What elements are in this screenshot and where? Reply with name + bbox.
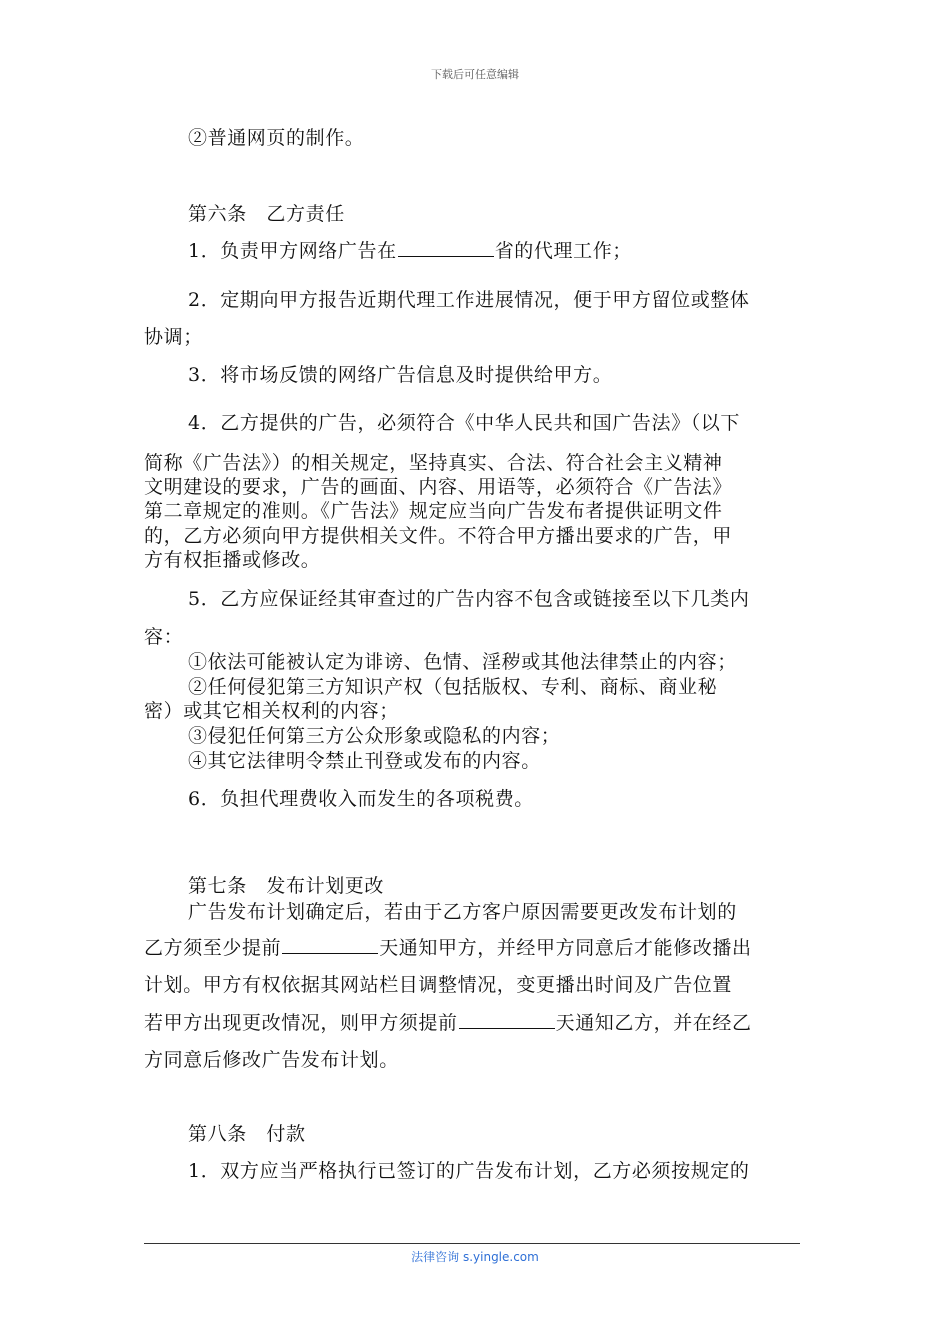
text-line <box>188 238 632 264</box>
fill-in-blank <box>282 935 378 954</box>
footer-divider <box>144 1243 800 1244</box>
text-segment: 若甲方出现更改情况，则甲方须提前 <box>144 1012 458 1034</box>
text-line: 容： <box>144 626 184 648</box>
text-line: ③侵犯任何第三方公众形象或隐私的内容； <box>188 725 561 747</box>
header-note: 下载后可任意编辑 <box>431 68 519 81</box>
text-line: 第二章规定的准则。《广告法》规定应当向广告发布者提供证明文件 <box>144 500 723 522</box>
text-line: ②普通网页的制作。 <box>188 127 365 149</box>
text-line: ①依法可能被认定为诽谤、色情、淫秽或其他法律禁止的内容； <box>188 651 737 673</box>
text-line: 3．将市场反馈的网络广告信息及时提供给甲方。 <box>188 364 613 386</box>
text-line: ②任何侵犯第三方知识产权（包括版权、专利、商标、商业秘 <box>188 676 718 698</box>
text-segment: 天通知乙方，并在经乙 <box>555 1012 752 1034</box>
text-line: 1．双方应当严格执行已签订的广告发布计划，乙方必须按规定的 <box>188 1160 750 1182</box>
text-line: 方同意后修改广告发布计划。 <box>144 1049 399 1071</box>
text-line: 密）或其它相关权利的内容； <box>144 700 399 722</box>
article-7-heading: 第七条 发布计划更改 <box>188 875 385 897</box>
text-line: 的，乙方必须向甲方提供相关文件。不符合甲方播出要求的广告，甲 <box>144 525 733 547</box>
text-line: 广告发布计划确定后，若由于乙方客户原因需要更改发布计划的 <box>188 901 737 923</box>
article-8-heading: 第八条 付款 <box>188 1123 306 1145</box>
fill-in-blank <box>398 238 494 257</box>
text-line: 计划。甲方有权依据其网站栏目调整情况，变更播出时间及广告位置 <box>144 974 733 996</box>
footer-link[interactable]: 法律咨询 s.yingle.com <box>411 1250 539 1264</box>
text-line: 方有权拒播或修改。 <box>144 549 321 571</box>
text-line: 2．定期向甲方报告近期代理工作进展情况，便于甲方留位或整体 <box>188 289 750 311</box>
text-line: 5．乙方应保证经其审查过的广告内容不包含或链接至以下几类内 <box>188 588 750 610</box>
text-segment: 天通知甲方，并经甲方同意后才能修改播出 <box>379 937 752 959</box>
text-segment: 1．负责甲方网络广告在 <box>188 240 397 262</box>
text-line: 4．乙方提供的广告，必须符合《中华人民共和国广告法》（以下 <box>188 412 740 434</box>
fill-in-blank <box>459 1010 555 1029</box>
text-line: 协调； <box>144 326 203 348</box>
text-line: 6．负担代理费收入而发生的各项税费。 <box>188 788 534 810</box>
article-6-heading: 第六条 乙方责任 <box>188 203 345 225</box>
text-line: ④其它法律明令禁止刊登或发布的内容。 <box>188 750 541 772</box>
text-segment: 乙方须至少提前 <box>144 937 282 959</box>
text-line: 简称《广告法》）的相关规定，坚持真实、合法、符合社会主义精神 <box>144 452 723 474</box>
text-line <box>144 1010 752 1036</box>
text-segment: 省的代理工作； <box>494 240 632 262</box>
text-line: 文明建设的要求，广告的画面、内容、用语等，必须符合《广告法》 <box>144 476 733 498</box>
text-line <box>144 935 752 961</box>
